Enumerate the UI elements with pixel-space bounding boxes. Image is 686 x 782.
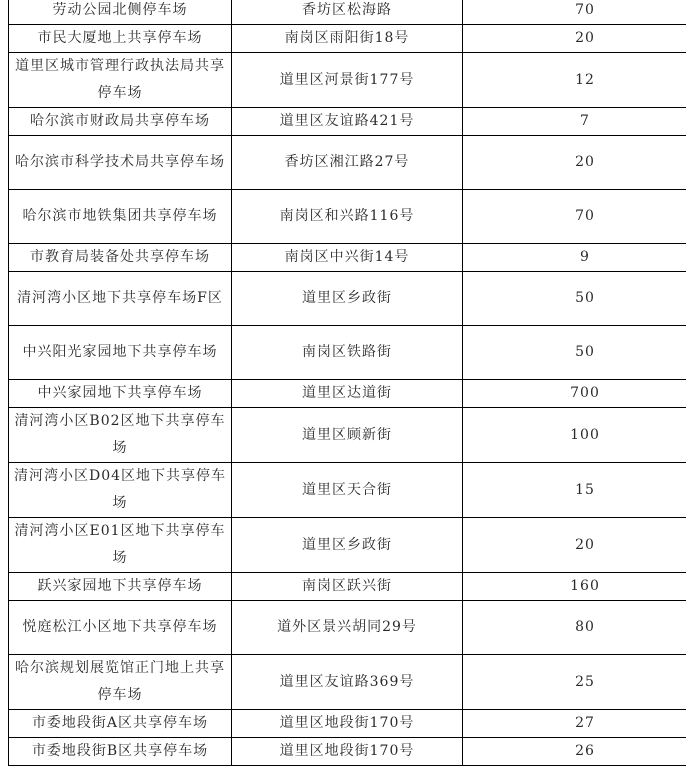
spaces-cell: 20 <box>463 136 686 190</box>
parking-name-cell: 哈尔滨规划展览馆正门地上共享停车场 <box>9 655 232 710</box>
table-row <box>9 601 686 655</box>
parking-name-cell: 清河湾小区E01区地下共享停车场 <box>9 518 232 573</box>
address-cell: 道里区友谊路369号 <box>232 655 463 710</box>
parking-lot-table <box>8 0 686 766</box>
address-cell: 南岗区中兴街14号 <box>232 244 463 272</box>
address-cell: 道里区地段街170号 <box>232 738 463 766</box>
parking-name-cell: 跃兴家园地下共享停车场 <box>9 573 232 601</box>
address-cell: 香坊区松海路 <box>232 0 463 25</box>
parking-name-cell: 市委地段街B区共享停车场 <box>9 738 232 766</box>
address-cell: 道里区地段街170号 <box>232 710 463 738</box>
parking-name-cell: 劳动公园北侧停车场 <box>9 0 232 25</box>
spaces-cell: 80 <box>463 601 686 655</box>
table-row <box>9 190 686 244</box>
spaces-cell: 700 <box>463 380 686 408</box>
parking-table-wrapper <box>8 0 686 766</box>
parking-name-cell: 清河湾小区地下共享停车场F区 <box>9 272 232 326</box>
address-cell: 南岗区铁路街 <box>232 326 463 380</box>
spaces-cell: 20 <box>463 25 686 53</box>
parking-name-cell: 悦庭松江小区地下共享停车场 <box>9 601 232 655</box>
spaces-cell: 50 <box>463 272 686 326</box>
table-row <box>9 738 686 766</box>
address-cell: 道里区乡政街 <box>232 518 463 573</box>
parking-name-cell: 道里区城市管理行政执法局共享停车场 <box>9 53 232 108</box>
spaces-cell: 25 <box>463 655 686 710</box>
table-row <box>9 244 686 272</box>
table-row <box>9 380 686 408</box>
address-cell: 道外区景兴胡同29号 <box>232 601 463 655</box>
spaces-cell: 9 <box>463 244 686 272</box>
parking-name-cell: 中兴家园地下共享停车场 <box>9 380 232 408</box>
address-cell: 道里区达道街 <box>232 380 463 408</box>
parking-name-cell: 清河湾小区D04区地下共享停车场 <box>9 463 232 518</box>
address-cell: 香坊区湘江路27号 <box>232 136 463 190</box>
parking-name-cell: 哈尔滨市财政局共享停车场 <box>9 108 232 136</box>
spaces-cell: 70 <box>463 190 686 244</box>
address-cell: 道里区河景街177号 <box>232 53 463 108</box>
address-cell: 道里区顾新街 <box>232 408 463 463</box>
parking-name-cell: 哈尔滨市科学技术局共享停车场 <box>9 136 232 190</box>
spaces-cell: 70 <box>463 0 686 25</box>
spaces-cell: 100 <box>463 408 686 463</box>
table-row <box>9 518 686 573</box>
table-row <box>9 53 686 108</box>
address-cell: 南岗区和兴路116号 <box>232 190 463 244</box>
table-row <box>9 573 686 601</box>
table-row <box>9 0 686 25</box>
address-cell: 南岗区雨阳街18号 <box>232 25 463 53</box>
spaces-cell: 7 <box>463 108 686 136</box>
address-cell: 道里区乡政街 <box>232 272 463 326</box>
table-row <box>9 108 686 136</box>
table-row <box>9 710 686 738</box>
table-row <box>9 25 686 53</box>
table-row <box>9 326 686 380</box>
address-cell: 南岗区跃兴街 <box>232 573 463 601</box>
table-row <box>9 136 686 190</box>
spaces-cell: 15 <box>463 463 686 518</box>
table-row <box>9 463 686 518</box>
parking-name-cell: 市教育局装备处共享停车场 <box>9 244 232 272</box>
parking-name-cell: 哈尔滨市地铁集团共享停车场 <box>9 190 232 244</box>
parking-name-cell: 清河湾小区B02区地下共享停车场 <box>9 408 232 463</box>
parking-name-cell: 市委地段街A区共享停车场 <box>9 710 232 738</box>
spaces-cell: 160 <box>463 573 686 601</box>
table-row <box>9 408 686 463</box>
spaces-cell: 12 <box>463 53 686 108</box>
table-row <box>9 655 686 710</box>
spaces-cell: 27 <box>463 710 686 738</box>
spaces-cell: 26 <box>463 738 686 766</box>
address-cell: 道里区天合街 <box>232 463 463 518</box>
spaces-cell: 50 <box>463 326 686 380</box>
table-row <box>9 272 686 326</box>
spaces-cell: 20 <box>463 518 686 573</box>
parking-name-cell: 中兴阳光家园地下共享停车场 <box>9 326 232 380</box>
address-cell: 道里区友谊路421号 <box>232 108 463 136</box>
parking-name-cell: 市民大厦地上共享停车场 <box>9 25 232 53</box>
